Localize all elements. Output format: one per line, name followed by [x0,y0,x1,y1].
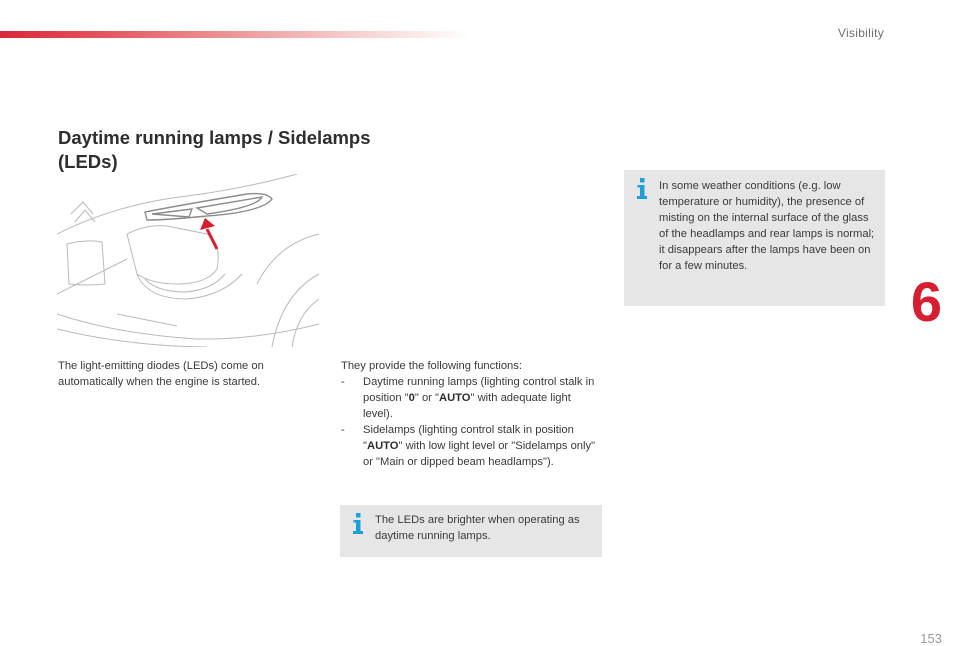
info-text: The LEDs are brighter when operating as daytime running lamps. [375,514,580,542]
item-text: Sidelamps (lighting control stalk in position " [363,424,574,452]
info-text: In some weather conditions (e.g. low temperature or humidity), the presence of misting on the internal surface of the glass of the headlamps and rear lamps is normal; it disappears after the lamps have been on for a few minutes. [659,180,875,272]
info-icon [352,513,364,535]
info-icon [636,178,648,200]
list-dash: - [341,424,345,436]
item-text: " with low light level or "Sidelamps only" or "Main or dipped beam headlamps"). [363,440,596,468]
info-box-misting [624,170,885,306]
list-item [341,374,603,422]
functions-block [341,358,603,470]
header-color-bar [0,31,470,38]
stalk-position-code: AUTO [366,440,399,452]
functions-list [341,374,603,470]
page-title: Daytime running lamps / Sidelamps (LEDs) [58,127,371,172]
item-text: " with adequate light level). [363,392,571,420]
stalk-position-code: 0 [408,392,415,404]
item-text: Daytime running lamps (lighting control stalk in position " [363,376,595,404]
functions-lead: They provide the following functions: [341,360,522,372]
list-dash: - [341,376,345,388]
headlamp-illustration [57,174,319,347]
stalk-position-code: AUTO [438,392,471,404]
intro-paragraph: The light-emitting diodes (LEDs) come on automatically when the engine is started. [58,360,264,388]
item-text: " or " [414,392,439,404]
page-number: 153 [920,631,942,646]
section-title: Visibility [837,26,884,40]
chapter-number: 6 [910,270,942,333]
info-box-brightness [340,505,602,557]
list-item [341,422,603,470]
